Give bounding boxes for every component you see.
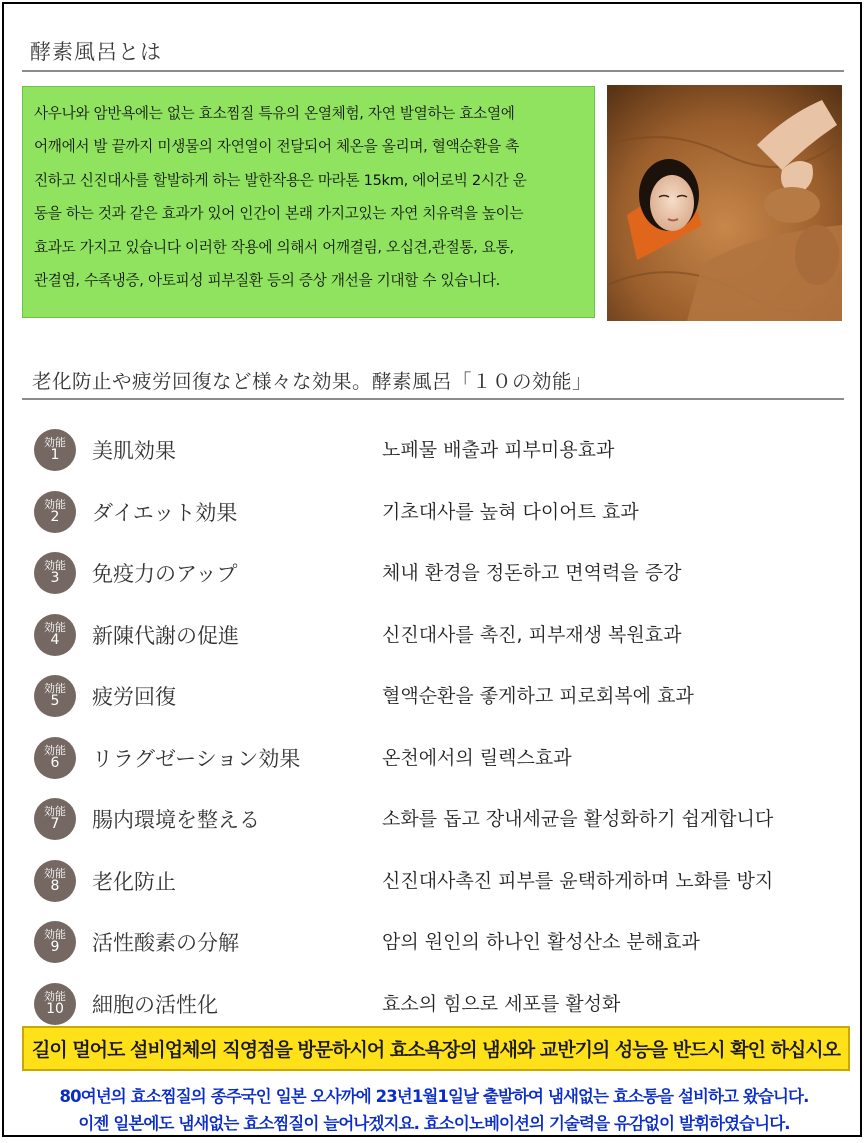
effect-name-jp: 腸内環境を整える <box>92 808 260 832</box>
effect-badge-number: 6 <box>50 755 60 771</box>
effects-divider <box>22 398 844 400</box>
effect-name-jp: 活性酸素の分解 <box>92 931 239 955</box>
effect-badge <box>34 983 76 1025</box>
intro-divider <box>22 70 844 72</box>
notice-line-1: 80여년의 효소찜질의 종주국인 일본 오사까에 23년1월1일날 출발하여 냄새없는 효소통을 설비하고 왔습니다. <box>59 1087 809 1106</box>
effect-badge <box>34 614 76 656</box>
effect-desc-kr: 기초대사를 높혀 다이어트 효과 <box>382 501 639 523</box>
effect-row <box>0 675 868 733</box>
effect-badge-label: 効能 <box>44 682 66 695</box>
effect-badge-number: 3 <box>50 570 60 586</box>
effect-row <box>0 552 868 610</box>
effect-badge-number: 10 <box>46 1001 64 1017</box>
effect-badge <box>34 429 76 471</box>
effect-badge-number: 1 <box>50 447 60 463</box>
effect-badge-label: 効能 <box>44 559 66 572</box>
effect-name-jp: 美肌効果 <box>92 439 176 463</box>
enzyme-bath-photo <box>607 85 842 321</box>
effect-row <box>0 429 868 487</box>
effect-badge-label: 効能 <box>44 744 66 757</box>
intro-line: 동을 하는 것과 같은 효과가 있어 인간이 본래 가지고있는 자연 치유력을 높이는 <box>34 205 524 223</box>
effect-desc-kr: 효소의 힘으로 세포를 활성화 <box>382 993 621 1015</box>
effect-badge-label: 効能 <box>44 436 66 449</box>
intro-line: 어깨에서 발 끝까지 미생물의 자연열이 전달되어 체온을 올리며, 혈액순환을 촉 <box>34 138 519 156</box>
intro-title: 酵素風呂とは <box>30 40 162 64</box>
effect-name-jp: 疲労回復 <box>92 685 176 709</box>
effect-desc-kr: 노페물 배출과 피부미용효과 <box>382 439 615 461</box>
effect-badge <box>34 737 76 779</box>
notice-banner <box>22 1026 850 1071</box>
effect-desc-kr: 신진대사촉진 피부를 윤택하게하며 노화를 방지 <box>382 870 774 892</box>
effect-row <box>0 737 868 795</box>
effect-desc-kr: 암의 원인의 하나인 활성산소 분해효과 <box>382 931 700 953</box>
effect-row <box>0 614 868 672</box>
effect-name-jp: 老化防止 <box>92 870 176 894</box>
effect-badge-label: 効能 <box>44 867 66 880</box>
effect-row <box>0 921 868 979</box>
effect-name-jp: リラグゼーション効果 <box>92 747 301 771</box>
effect-badge-number: 7 <box>50 816 60 832</box>
effect-row <box>0 798 868 856</box>
effect-badge <box>34 798 76 840</box>
enzyme-bath-illustration <box>607 85 842 321</box>
effect-badge-number: 8 <box>50 878 60 894</box>
intro-line: 효과도 가지고 있습니다 이러한 작용에 의해서 어깨결림, 오십견,관절통, 요통, <box>34 238 514 256</box>
effect-badge-label: 効能 <box>44 805 66 818</box>
intro-line: 관결염, 수족냉증, 아토피성 피부질환 등의 증상 개선을 기대할 수 있습니다. <box>34 272 500 290</box>
effect-desc-kr: 소화를 돕고 장내세균을 활성화하기 쉽게합니다 <box>382 808 774 830</box>
effect-name-jp: 新陳代謝の促進 <box>92 624 239 648</box>
effect-badge-number: 4 <box>50 632 60 648</box>
effect-badge-label: 効能 <box>44 621 66 634</box>
effect-name-jp: 免疫力のアップ <box>92 562 238 586</box>
effect-badge <box>34 491 76 533</box>
notice-line-2: 이젠 일본에도 냄새없는 효소찜질이 늘어나겠지요. 효소이노베이션의 기술력을 유감없이 발휘하였습니다. <box>78 1114 790 1133</box>
effects-title: 老化防止や疲労回復など様々な効果。酵素風呂「１０の効能」 <box>32 370 593 393</box>
effect-badge-number: 2 <box>50 509 60 525</box>
effect-desc-kr: 체내 환경을 정돈하고 면역력을 증강 <box>382 562 682 584</box>
effect-name-jp: ダイエット効果 <box>92 501 238 525</box>
effect-desc-kr: 혈액순환을 좋게하고 피로회복에 효과 <box>382 685 694 707</box>
effect-badge-label: 効能 <box>44 498 66 511</box>
effect-badge-number: 5 <box>50 693 60 709</box>
effect-badge <box>34 921 76 963</box>
effect-row <box>0 491 868 549</box>
intro-text-box <box>22 86 595 318</box>
intro-line: 진하고 신진대사를 할발하게 하는 발한작용은 마라톤 15km, 에어로빅 2시간 운 <box>34 171 527 189</box>
effect-badge-label: 効能 <box>44 928 66 941</box>
effect-badge-label: 効能 <box>44 990 66 1003</box>
effect-badge <box>34 860 76 902</box>
effect-badge <box>34 552 76 594</box>
intro-line: 사우나와 암반욕에는 없는 효소찜질 특유의 온열체험, 자연 발열하는 효소열에 <box>34 105 515 122</box>
effect-desc-kr: 신진대사를 촉진, 피부재생 복원효과 <box>382 624 682 646</box>
notice-banner-text: 길이 멀어도 설비업체의 직영점을 방문하시어 효소욕장의 냄새와 교반기의 성능을 반드시 확인 하십시오 <box>32 1039 840 1061</box>
effect-badge <box>34 675 76 717</box>
effect-name-jp: 細胞の活性化 <box>92 993 218 1017</box>
effect-desc-kr: 온천에서의 릴렉스효과 <box>382 747 572 769</box>
effect-badge-number: 9 <box>50 939 60 955</box>
effect-row <box>0 860 868 918</box>
